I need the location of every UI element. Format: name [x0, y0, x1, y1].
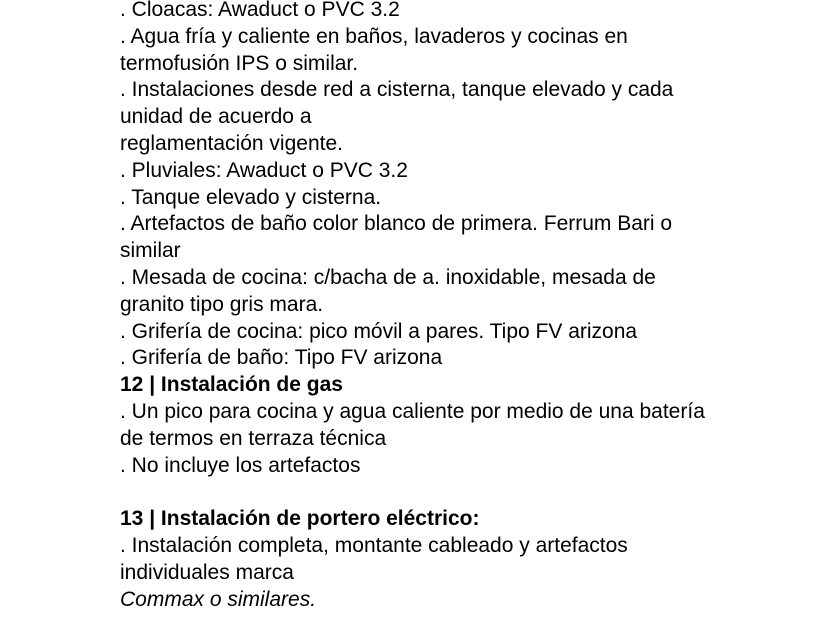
text-line: termofusión IPS o similar.	[120, 51, 359, 75]
blank-line	[120, 479, 820, 506]
section-12-heading: 12 | Instalación de gas	[120, 373, 343, 397]
text-line: . Grifería de baño: Tipo FV arizona	[120, 346, 443, 370]
text-line: individuales marca	[120, 560, 294, 584]
text-line: . Grifería de cocina: pico móvil a pares. Tipo FV arizona	[120, 319, 638, 343]
text-line: . Un pico para cocina y agua caliente por medio de una batería	[120, 399, 705, 423]
text-line: granito tipo gris mara.	[120, 292, 324, 316]
italic-text-line: Commax o similares.	[120, 587, 317, 611]
document-page	[120, 0, 820, 613]
text-line: . Tanque elevado y cisterna.	[120, 185, 382, 209]
text-line: reglamentación vigente.	[120, 131, 343, 155]
text-line: . Artefactos de baño color blanco de primera. Ferrum Bari o	[120, 212, 673, 236]
section-13-heading: 13 | Instalación de portero eléctrico:	[120, 507, 480, 531]
text-line: . Agua fría y caliente en baños, lavaderos y cocinas en	[120, 24, 628, 48]
text-line: . Pluviales: Awaduct o PVC 3.2	[120, 158, 408, 182]
text-line: . Cloacas: Awaduct o PVC 3.2	[120, 0, 400, 21]
text-line: . Mesada de cocina: c/bacha de a. inoxidable, mesada de	[120, 265, 656, 289]
text-line: . Instalaciones desde red a cisterna, tanque elevado y cada	[120, 78, 674, 102]
text-line: . No incluye los artefactos	[120, 453, 361, 477]
text-line: similar	[120, 239, 181, 263]
text-line: . Instalación completa, montante cableado y artefactos	[120, 533, 628, 557]
text-line: de termos en terraza técnica	[120, 426, 387, 450]
text-line: unidad de acuerdo a	[120, 105, 312, 129]
